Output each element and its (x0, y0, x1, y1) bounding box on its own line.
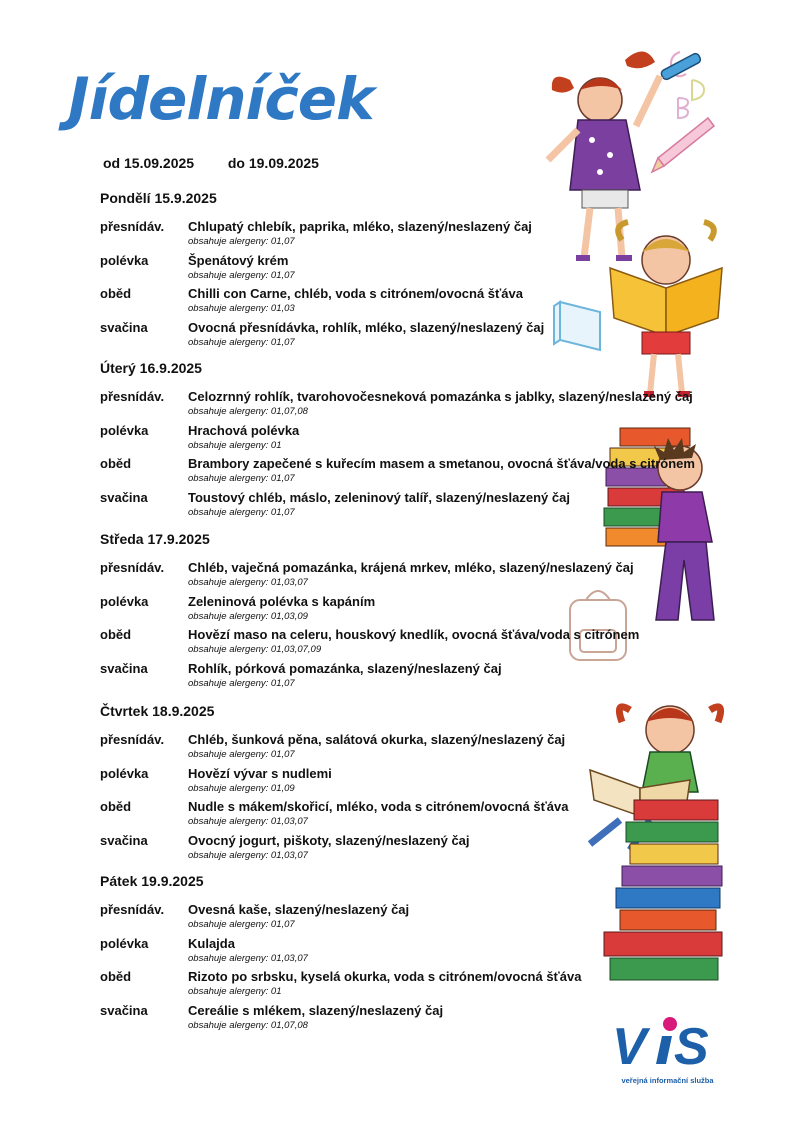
meal-dish: Chilli con Carne, chléb, voda s citrónem/ovocná šťáva (188, 286, 523, 301)
meal-label: oběd (100, 799, 132, 814)
meal-label: svačina (100, 661, 148, 676)
meal-label: polévka (100, 766, 149, 781)
meal-dish: Nudle s mákem/skořicí, mléko, voda s citrónem/ovocná šťáva (188, 799, 569, 814)
meal-label: oběd (100, 286, 132, 301)
date-to-label: do (227, 155, 245, 171)
meal-label: svačina (100, 833, 148, 848)
meal-label: přesnídáv. (100, 219, 165, 234)
meal-allergens: obsahuje alergeny: 01,07 (188, 236, 295, 247)
meal-dish: Rizoto po srbsku, kyselá okurka, voda s citrónem/ovocná šťáva (188, 969, 582, 984)
meal-allergens: obsahuje alergeny: 01,03 (188, 303, 295, 314)
meal-dish: Chléb, šunková pěna, salátová okurka, slazený/neslazený čaj (188, 732, 566, 747)
meal-label: polévka (100, 594, 149, 609)
meal-dish: Rohlík, pórková pomazánka, slazený/neslazený čaj (188, 661, 502, 676)
meal-allergens: obsahuje alergeny: 01,03,07 (188, 953, 308, 964)
meal-allergens: obsahuje alergeny: 01,07 (188, 337, 295, 348)
meal-label: oběd (100, 456, 132, 471)
meal-dish: Špenátový krém (188, 253, 289, 268)
day-heading: Pondělí 15.9.2025 (100, 190, 217, 206)
day-heading: Úterý 16.9.2025 (100, 360, 202, 376)
meal-dish: Hovězí vývar s nudlemi (188, 766, 332, 781)
meal-allergens: obsahuje alergeny: 01,07 (188, 749, 295, 760)
meal-allergens: obsahuje alergeny: 01 (188, 986, 282, 997)
day-heading: Čtvrtek 18.9.2025 (100, 703, 215, 719)
meal-dish: Brambory zapečené s kuřecím masem a smetanou, ovocná šťáva/voda s citrónem (188, 456, 695, 471)
meal-label: svačina (100, 1003, 148, 1018)
meal-dish: Chlupatý chlebík, paprika, mléko, slazený/neslazený čaj (188, 219, 532, 234)
meal-label: oběd (100, 969, 132, 984)
meal-label: přesnídáv. (100, 389, 165, 404)
meal-dish: Ovocná přesnídávka, rohlík, mléko, slazený/neslazený čaj (188, 320, 545, 335)
meal-label: svačina (100, 490, 148, 505)
meal-dish: Ovesná kaše, slazený/neslazený čaj (188, 902, 410, 917)
meal-label: polévka (100, 423, 149, 438)
meal-allergens: obsahuje alergeny: 01,03,09 (188, 611, 308, 622)
meal-allergens: obsahuje alergeny: 01,03,07,09 (188, 644, 322, 655)
meal-dish: Celozrnný rohlík, tvarohovočesneková pomazánka s jablky, slazený/neslazený čaj (188, 389, 693, 404)
meal-allergens: obsahuje alergeny: 01,07 (188, 919, 295, 930)
meal-allergens: obsahuje alergeny: 01,03,07 (188, 816, 308, 827)
meal-label: přesnídáv. (100, 560, 165, 575)
page-title: Jídelníček (68, 65, 374, 133)
meal-allergens: obsahuje alergeny: 01,07 (188, 270, 295, 281)
meal-dish: Kulajda (188, 936, 235, 951)
meal-allergens: obsahuje alergeny: 01,07,08 (188, 1020, 308, 1031)
meal-allergens: obsahuje alergeny: 01,09 (188, 783, 295, 794)
svg-text:S: S (674, 1018, 709, 1074)
meal-dish: Hrachová polévka (188, 423, 300, 438)
meal-allergens: obsahuje alergeny: 01,03,07 (188, 850, 308, 861)
svg-text:V: V (612, 1018, 647, 1074)
logo-subtitle: veřejná informační služba (621, 1076, 714, 1085)
day-heading: Pátek 19.9.2025 (100, 873, 204, 889)
meal-allergens: obsahuje alergeny: 01,07 (188, 678, 295, 689)
vis-logo-mark (610, 1012, 725, 1074)
meal-allergens: obsahuje alergeny: 01,03,07 (188, 577, 308, 588)
meal-allergens: obsahuje alergeny: 01,07,08 (188, 406, 308, 417)
date-from-label: od (103, 155, 121, 171)
date-range (103, 155, 319, 171)
meal-label: přesnídáv. (100, 902, 165, 917)
meal-dish: Hovězí maso na celeru, houskový knedlík, ovocná šťáva/voda s citrónem (188, 627, 640, 642)
meal-label: oběd (100, 627, 132, 642)
meal-allergens: obsahuje alergeny: 01 (188, 440, 282, 451)
meal-dish: Zeleninová polévka s kapáním (188, 594, 376, 609)
meal-dish: Chléb, vaječná pomazánka, krájená mrkev, mléko, slazený/neslazený čaj (188, 560, 634, 575)
day-heading: Středa 17.9.2025 (100, 531, 210, 547)
date-from: 15.09.2025 (124, 155, 195, 171)
meal-label: polévka (100, 936, 149, 951)
vis-logo (610, 1012, 725, 1092)
meal-dish: Toustový chléb, máslo, zeleninový talíř, slazený/neslazený čaj (188, 490, 570, 505)
date-to: 19.09.2025 (248, 155, 319, 171)
meal-allergens: obsahuje alergeny: 01,07 (188, 473, 295, 484)
meal-allergens: obsahuje alergeny: 01,07 (188, 507, 295, 518)
meal-label: svačina (100, 320, 148, 335)
meal-dish: Cereálie s mlékem, slazený/neslazený čaj (188, 1003, 444, 1018)
meal-label: přesnídáv. (100, 732, 165, 747)
meal-dish: Ovocný jogurt, piškoty, slazený/neslazený čaj (188, 833, 470, 848)
meal-label: polévka (100, 253, 149, 268)
